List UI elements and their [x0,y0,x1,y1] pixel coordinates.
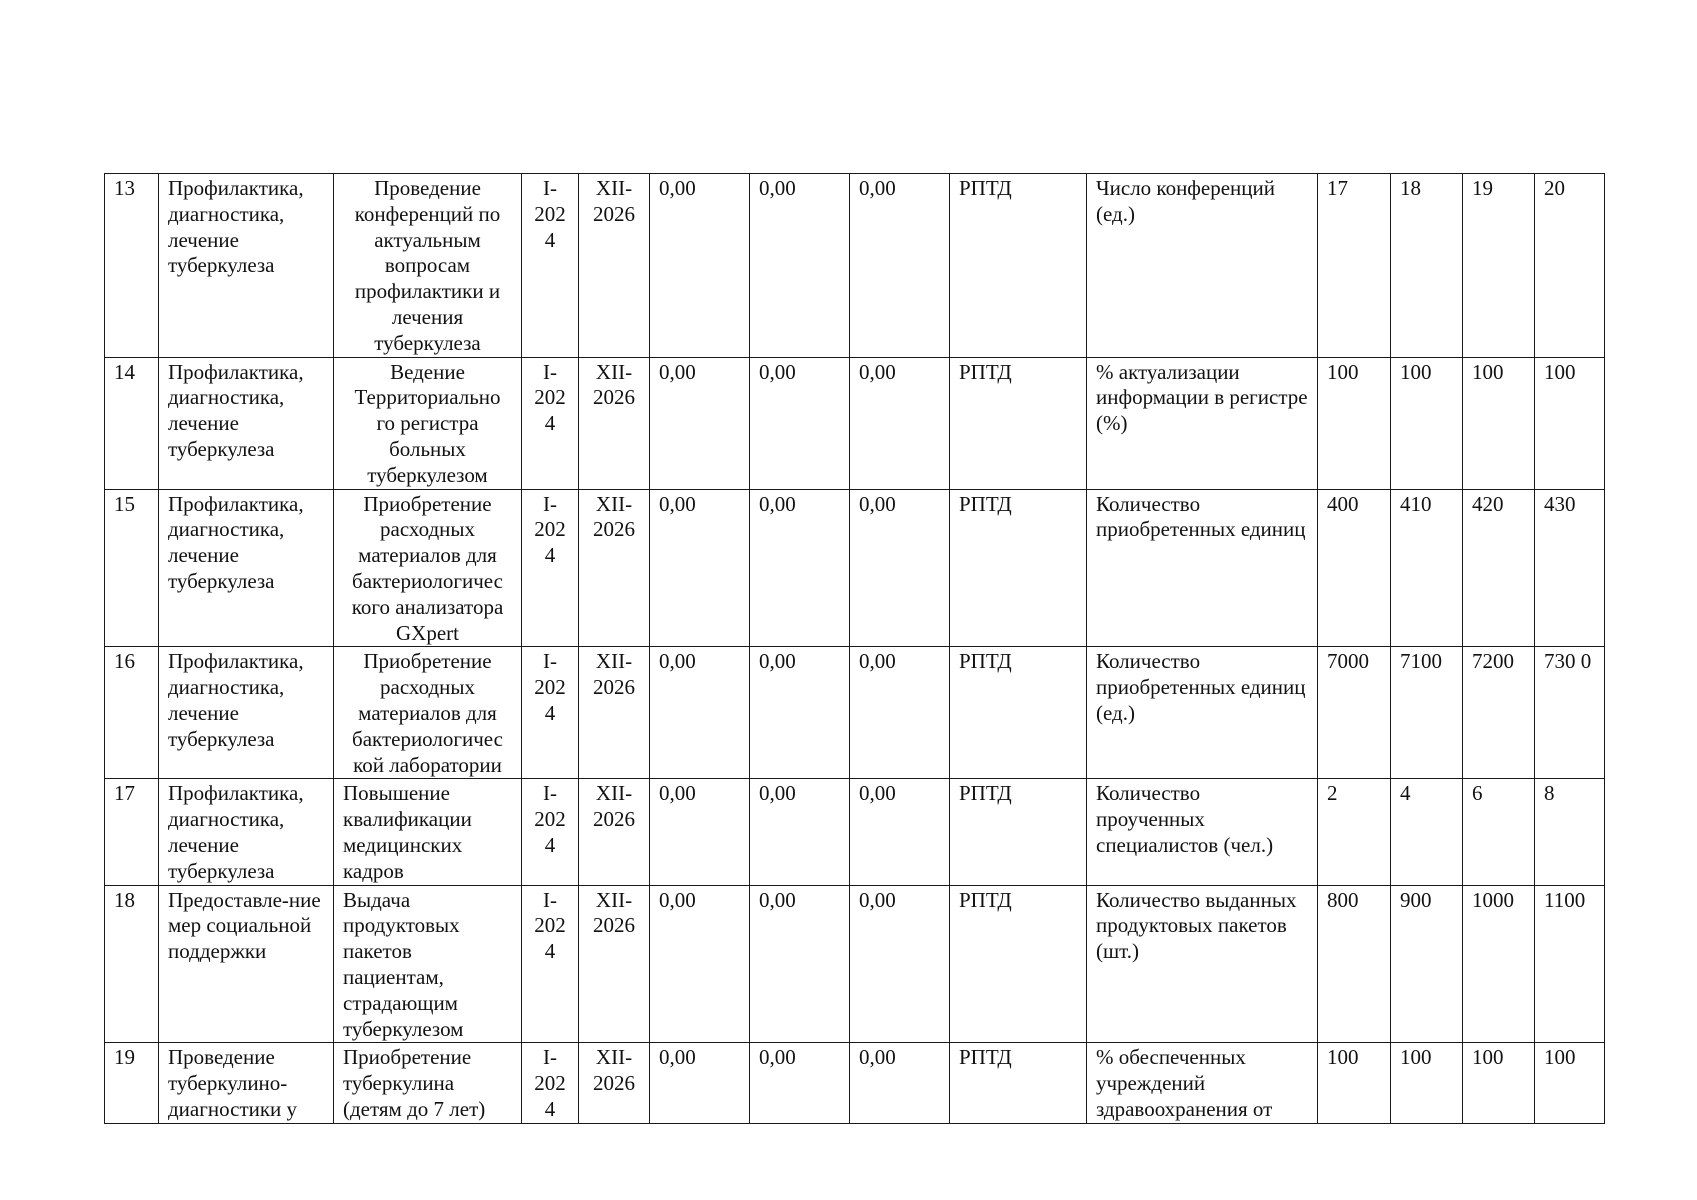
activity-cell: Проведение конференций по актуальным вопросам профилактики и лечения туберкулеза [334,174,522,358]
table-row [105,174,1605,358]
task-cell: Профилактика, диагностика, лечение туберкулеза [159,647,334,779]
activity-cell: Ведение Территориально го регистра больных туберкулезом [334,357,522,489]
row-number: 15 [105,489,159,647]
indicator-value-1: 800 [1318,885,1391,1043]
table-row [105,647,1605,779]
indicator-value-3: 7200 [1463,647,1535,779]
indicator-cell: % актуализации информации в регистре (%) [1087,357,1318,489]
task-cell: Профилактика, диагностика, лечение туберкулеза [159,489,334,647]
indicator-cell: % обеспеченных учреждений здравоохранения от [1087,1043,1318,1124]
executor-cell: РПТД [950,357,1087,489]
end-period-cell: XII-2026 [579,489,650,647]
row-number: 14 [105,357,159,489]
financing-cell-1: 0,00 [650,885,750,1043]
indicator-cell: Количество приобретенных единиц [1087,489,1318,647]
indicator-value-2: 900 [1391,885,1463,1043]
activity-cell: Выдача продуктовых пакетов пациентам, страдающим туберкулезом [334,885,522,1043]
task-cell: Профилактика, диагностика, лечение туберкулеза [159,357,334,489]
financing-cell-3: 0,00 [850,647,950,779]
task-cell: Предоставле-ние мер социальной поддержки [159,885,334,1043]
financing-cell-2: 0,00 [750,885,850,1043]
task-cell: Проведение туберкулино-диагностики у [159,1043,334,1124]
financing-cell-2: 0,00 [750,357,850,489]
indicator-value-4: 1100 [1535,885,1605,1043]
table-row [105,779,1605,885]
indicator-value-1: 7000 [1318,647,1391,779]
financing-cell-2: 0,00 [750,647,850,779]
executor-cell: РПТД [950,885,1087,1043]
table-row [105,489,1605,647]
end-period-cell: XII-2026 [579,779,650,885]
row-number: 19 [105,1043,159,1124]
end-period-cell: XII-2026 [579,885,650,1043]
financing-cell-1: 0,00 [650,779,750,885]
indicator-value-4: 8 [1535,779,1605,885]
end-period-cell: XII-2026 [579,647,650,779]
row-number: 16 [105,647,159,779]
indicator-cell: Количество выданных продуктовых пакетов (шт.) [1087,885,1318,1043]
indicator-value-3: 19 [1463,174,1535,358]
indicator-value-3: 100 [1463,357,1535,489]
indicator-value-4: 100 [1535,357,1605,489]
financing-cell-1: 0,00 [650,1043,750,1124]
task-cell: Профилактика, диагностика, лечение туберкулеза [159,174,334,358]
indicator-value-2: 7100 [1391,647,1463,779]
table-row [105,885,1605,1043]
activity-cell: Приобретение туберкулина (детям до 7 лет) [334,1043,522,1124]
activity-cell: Повышение квалификации медицинских кадров [334,779,522,885]
indicator-value-3: 100 [1463,1043,1535,1124]
indicator-value-3: 1000 [1463,885,1535,1043]
financing-cell-1: 0,00 [650,489,750,647]
indicator-cell: Число конференций (ед.) [1087,174,1318,358]
row-number: 17 [105,779,159,885]
start-period-cell: I-202 4 [522,779,579,885]
table-row [105,1043,1605,1124]
task-cell: Профилактика, диагностика, лечение туберкулеза [159,779,334,885]
indicator-cell: Количество приобретенных единиц (ед.) [1087,647,1318,779]
indicator-value-4: 20 [1535,174,1605,358]
financing-cell-3: 0,00 [850,357,950,489]
indicator-value-1: 100 [1318,1043,1391,1124]
financing-cell-3: 0,00 [850,885,950,1043]
financing-cell-1: 0,00 [650,357,750,489]
indicator-value-1: 17 [1318,174,1391,358]
financing-cell-2: 0,00 [750,779,850,885]
financing-cell-2: 0,00 [750,1043,850,1124]
end-period-cell: XII-2026 [579,174,650,358]
executor-cell: РПТД [950,489,1087,647]
start-period-cell: I-202 4 [522,885,579,1043]
financing-cell-1: 0,00 [650,647,750,779]
table-row [105,357,1605,489]
indicator-value-1: 400 [1318,489,1391,647]
activity-cell: Приобретение расходных материалов для бактериологичес кой лаборатории [334,647,522,779]
indicator-value-2: 4 [1391,779,1463,885]
start-period-cell: I-202 4 [522,489,579,647]
indicator-value-1: 100 [1318,357,1391,489]
financing-cell-1: 0,00 [650,174,750,358]
indicator-value-4: 730 0 [1535,647,1605,779]
row-number: 18 [105,885,159,1043]
indicator-value-1: 2 [1318,779,1391,885]
financing-cell-3: 0,00 [850,779,950,885]
indicator-cell: Количество проученных специалистов (чел.) [1087,779,1318,885]
financing-cell-3: 0,00 [850,174,950,358]
indicator-value-2: 100 [1391,1043,1463,1124]
indicator-value-4: 100 [1535,1043,1605,1124]
start-period-cell: I-202 4 [522,174,579,358]
executor-cell: РПТД [950,174,1087,358]
indicator-value-3: 420 [1463,489,1535,647]
end-period-cell: XII-2026 [579,1043,650,1124]
row-number: 13 [105,174,159,358]
indicator-value-2: 410 [1391,489,1463,647]
program-activities-table [104,173,1605,1124]
indicator-value-2: 100 [1391,357,1463,489]
start-period-cell: I-202 4 [522,647,579,779]
start-period-cell: I-202 4 [522,1043,579,1124]
executor-cell: РПТД [950,1043,1087,1124]
end-period-cell: XII-2026 [579,357,650,489]
indicator-value-4: 430 [1535,489,1605,647]
executor-cell: РПТД [950,779,1087,885]
financing-cell-2: 0,00 [750,174,850,358]
executor-cell: РПТД [950,647,1087,779]
financing-cell-3: 0,00 [850,489,950,647]
financing-cell-3: 0,00 [850,1043,950,1124]
indicator-value-2: 18 [1391,174,1463,358]
start-period-cell: I-202 4 [522,357,579,489]
financing-cell-2: 0,00 [750,489,850,647]
indicator-value-3: 6 [1463,779,1535,885]
activity-cell: Приобретение расходных материалов для бактериологичес кого анализатора GXpert [334,489,522,647]
